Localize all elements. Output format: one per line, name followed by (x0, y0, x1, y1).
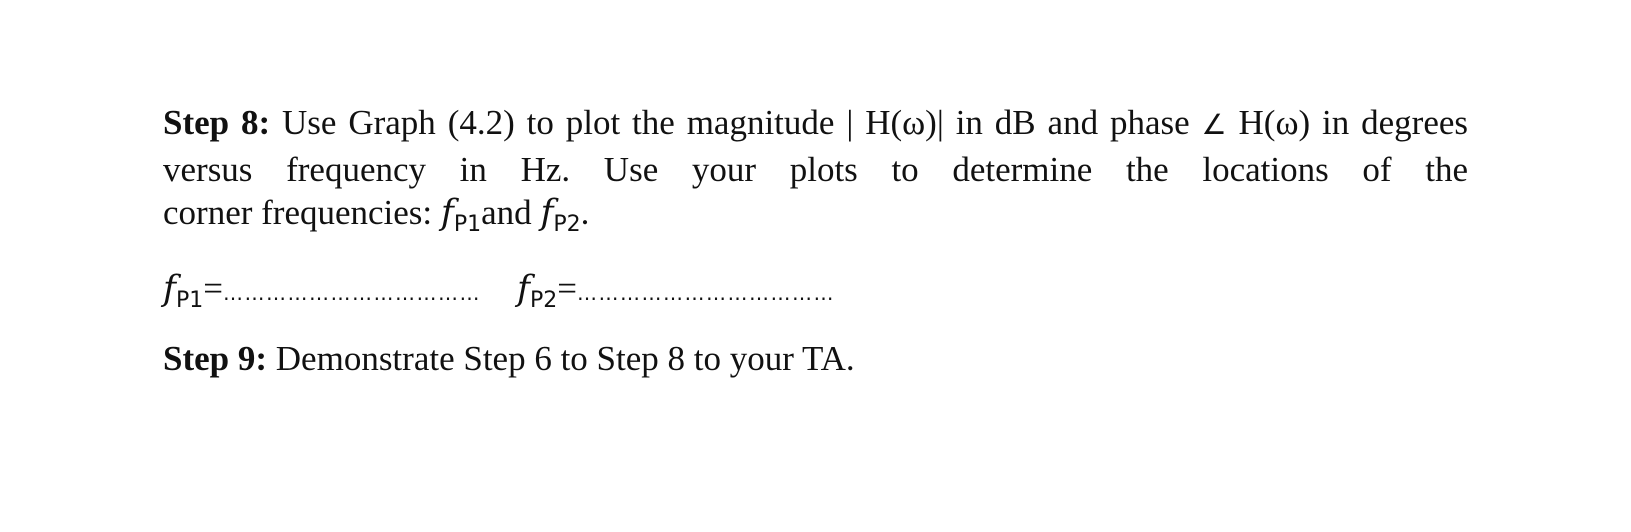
step-9-label: Step 9: (163, 339, 268, 378)
answer-blank-f-p1[interactable]: ……………………………… (222, 281, 481, 305)
and-text: and (481, 193, 541, 232)
equals-1: = (203, 269, 223, 308)
f-p2-symbol: $f_{P2}$ (540, 193, 581, 237)
answer-f-p1-label: $f_{P1}$ (163, 269, 204, 313)
angle-symbol: ∠ (1201, 108, 1227, 141)
f-p1-symbol: $f_{P1}$ (440, 193, 482, 237)
answer-f-p2-label: $f_{P2}$ (516, 269, 558, 313)
step-8-continuation (163, 190, 1468, 240)
step-8-text-b: H(ω) in degrees versus frequency in Hz. Use your plots to determine the locations of the (163, 103, 1469, 189)
step-8-label: Step 8: (163, 103, 271, 142)
step-8-text-a: Use Graph (4.2) to plot the magnitude | H(ω)| in dB and phase (270, 103, 1202, 142)
step-8-text-c: corner frequencies: (163, 193, 441, 232)
step-9-text: Demonstrate Step 6 to Step 8 to your TA. (267, 339, 855, 378)
period: . (580, 193, 590, 232)
step-9-paragraph (163, 336, 1468, 381)
answer-line (163, 266, 1468, 316)
equals-2: = (557, 269, 577, 308)
step-8-paragraph (163, 100, 1468, 192)
answer-blank-f-p2[interactable]: ……………………………… (576, 281, 835, 305)
